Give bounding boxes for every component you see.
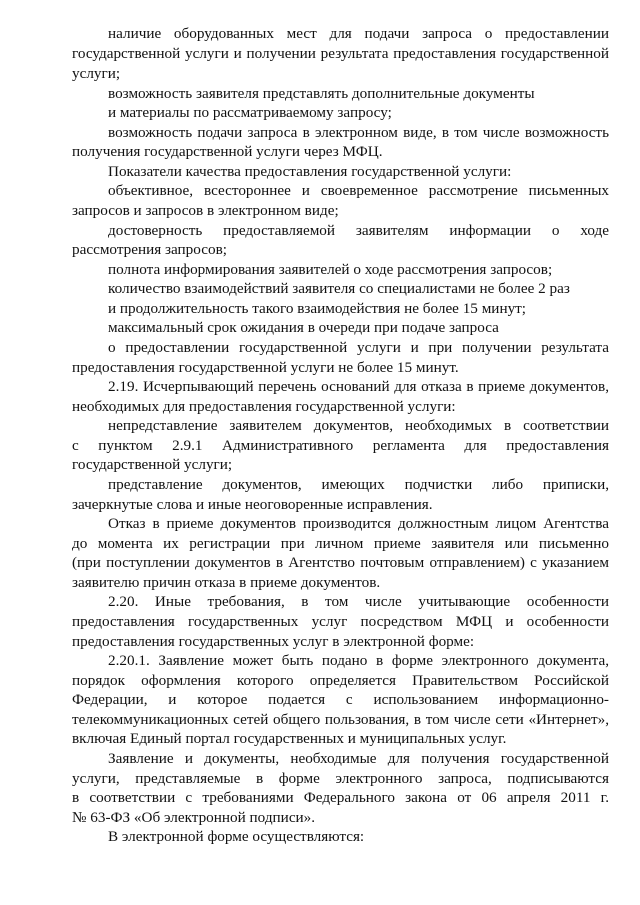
text-line: порядок оформления которого определяется Правительством Российской [72,672,609,689]
text-line: в соответствии с требованиями Федерального закона от 06 апреля 2011 г. [72,789,609,806]
text-line: предоставления государственной услуги не более 15 минут. [72,359,459,376]
text-line: представление документов, имеющих подчистки либо приписки, [108,476,609,493]
text-line: 2.20.1. Заявление может быть подано в форме электронного документа, [108,652,609,669]
text-line: № 63-ФЗ «Об электронной подписи». [72,809,316,826]
text-line: возможность подачи запроса в электронном виде, в том числе возможность [108,124,609,141]
text-line: Заявление и документы, необходимые для получения государственной [108,750,609,767]
text-line: объективное, всестороннее и своевременное рассмотрение письменных [108,182,609,199]
text-line: и материалы по рассматриваемому запросу; [108,104,392,121]
text-line: предоставления государственных услуг посредством МФЦ и особенности [72,613,609,630]
text-line: с пунктом 2.9.1 Административного регламента для предоставления [72,437,609,454]
text-line: предоставления государственных услуг в электронной форме: [72,633,475,650]
text-line: получения государственной услуги через МФЦ. [72,143,383,160]
text-line: Показатели качества предоставления государственной услуги: [108,163,512,180]
text-line: включая Единый портал государственных и муниципальных услуг. [72,730,507,747]
text-line: максимальный срок ожидания в очереди при подаче запроса [108,319,499,336]
text-line: рассмотрения запросов; [72,241,227,258]
text-line: запросов и запросов в электронном виде; [72,202,339,219]
text-line: необходимых для предоставления государственной услуги: [72,398,456,415]
text-line: непредставление заявителем документов, необходимых в соответствии [108,417,609,434]
text-line: 2.19. Исчерпывающий перечень оснований для отказа в приеме документов, [108,378,609,395]
text-line: заявителю причин отказа в приеме документов. [72,574,381,591]
text-line: государственной услуги и получении результата предоставления государственной [72,45,609,62]
text-line: телекоммуникационных сетей общего пользования, в том числе сети «Интернет», [72,711,609,728]
text-line: и продолжительность такого взаимодействия не более 15 минут; [108,300,527,317]
text-line: государственной услуги; [72,456,233,473]
text-line: 2.20. Иные требования, в том числе учитывающие особенности [108,593,609,610]
text-line: о предоставлении государственной услуги и при получении результата [108,339,609,356]
text-line: полнота информирования заявителей о ходе рассмотрения запросов; [108,261,553,278]
text-line: Федерации, и которое подается с использованием информационно- [72,691,609,708]
text-line: В электронной форме осуществляются: [108,828,365,845]
text-line: достоверность предоставляемой заявителям информации о ходе [108,222,609,239]
text-line: услуги; [72,65,121,82]
text-line: количество взаимодействий заявителя со специалистами не более 2 раз [108,280,570,297]
text-line: Отказ в приеме документов производится должностным лицом Агентства [108,515,609,532]
text-line: до момента их регистрации при личном приеме заявителя или письменно [72,535,609,552]
text-line: зачеркнутые слова и иные неоговоренные исправления. [72,496,433,513]
text-line: услуги, представляемые в форме электронного запроса, подписываются [72,770,609,787]
text-line: возможность заявителя представлять дополнительные документы [108,85,535,102]
text-line: (при поступлении документов в Агентство почтовым отправлением) с указанием [72,554,609,571]
text-line: наличие оборудованных мест для подачи запроса о предоставлении [108,25,609,42]
